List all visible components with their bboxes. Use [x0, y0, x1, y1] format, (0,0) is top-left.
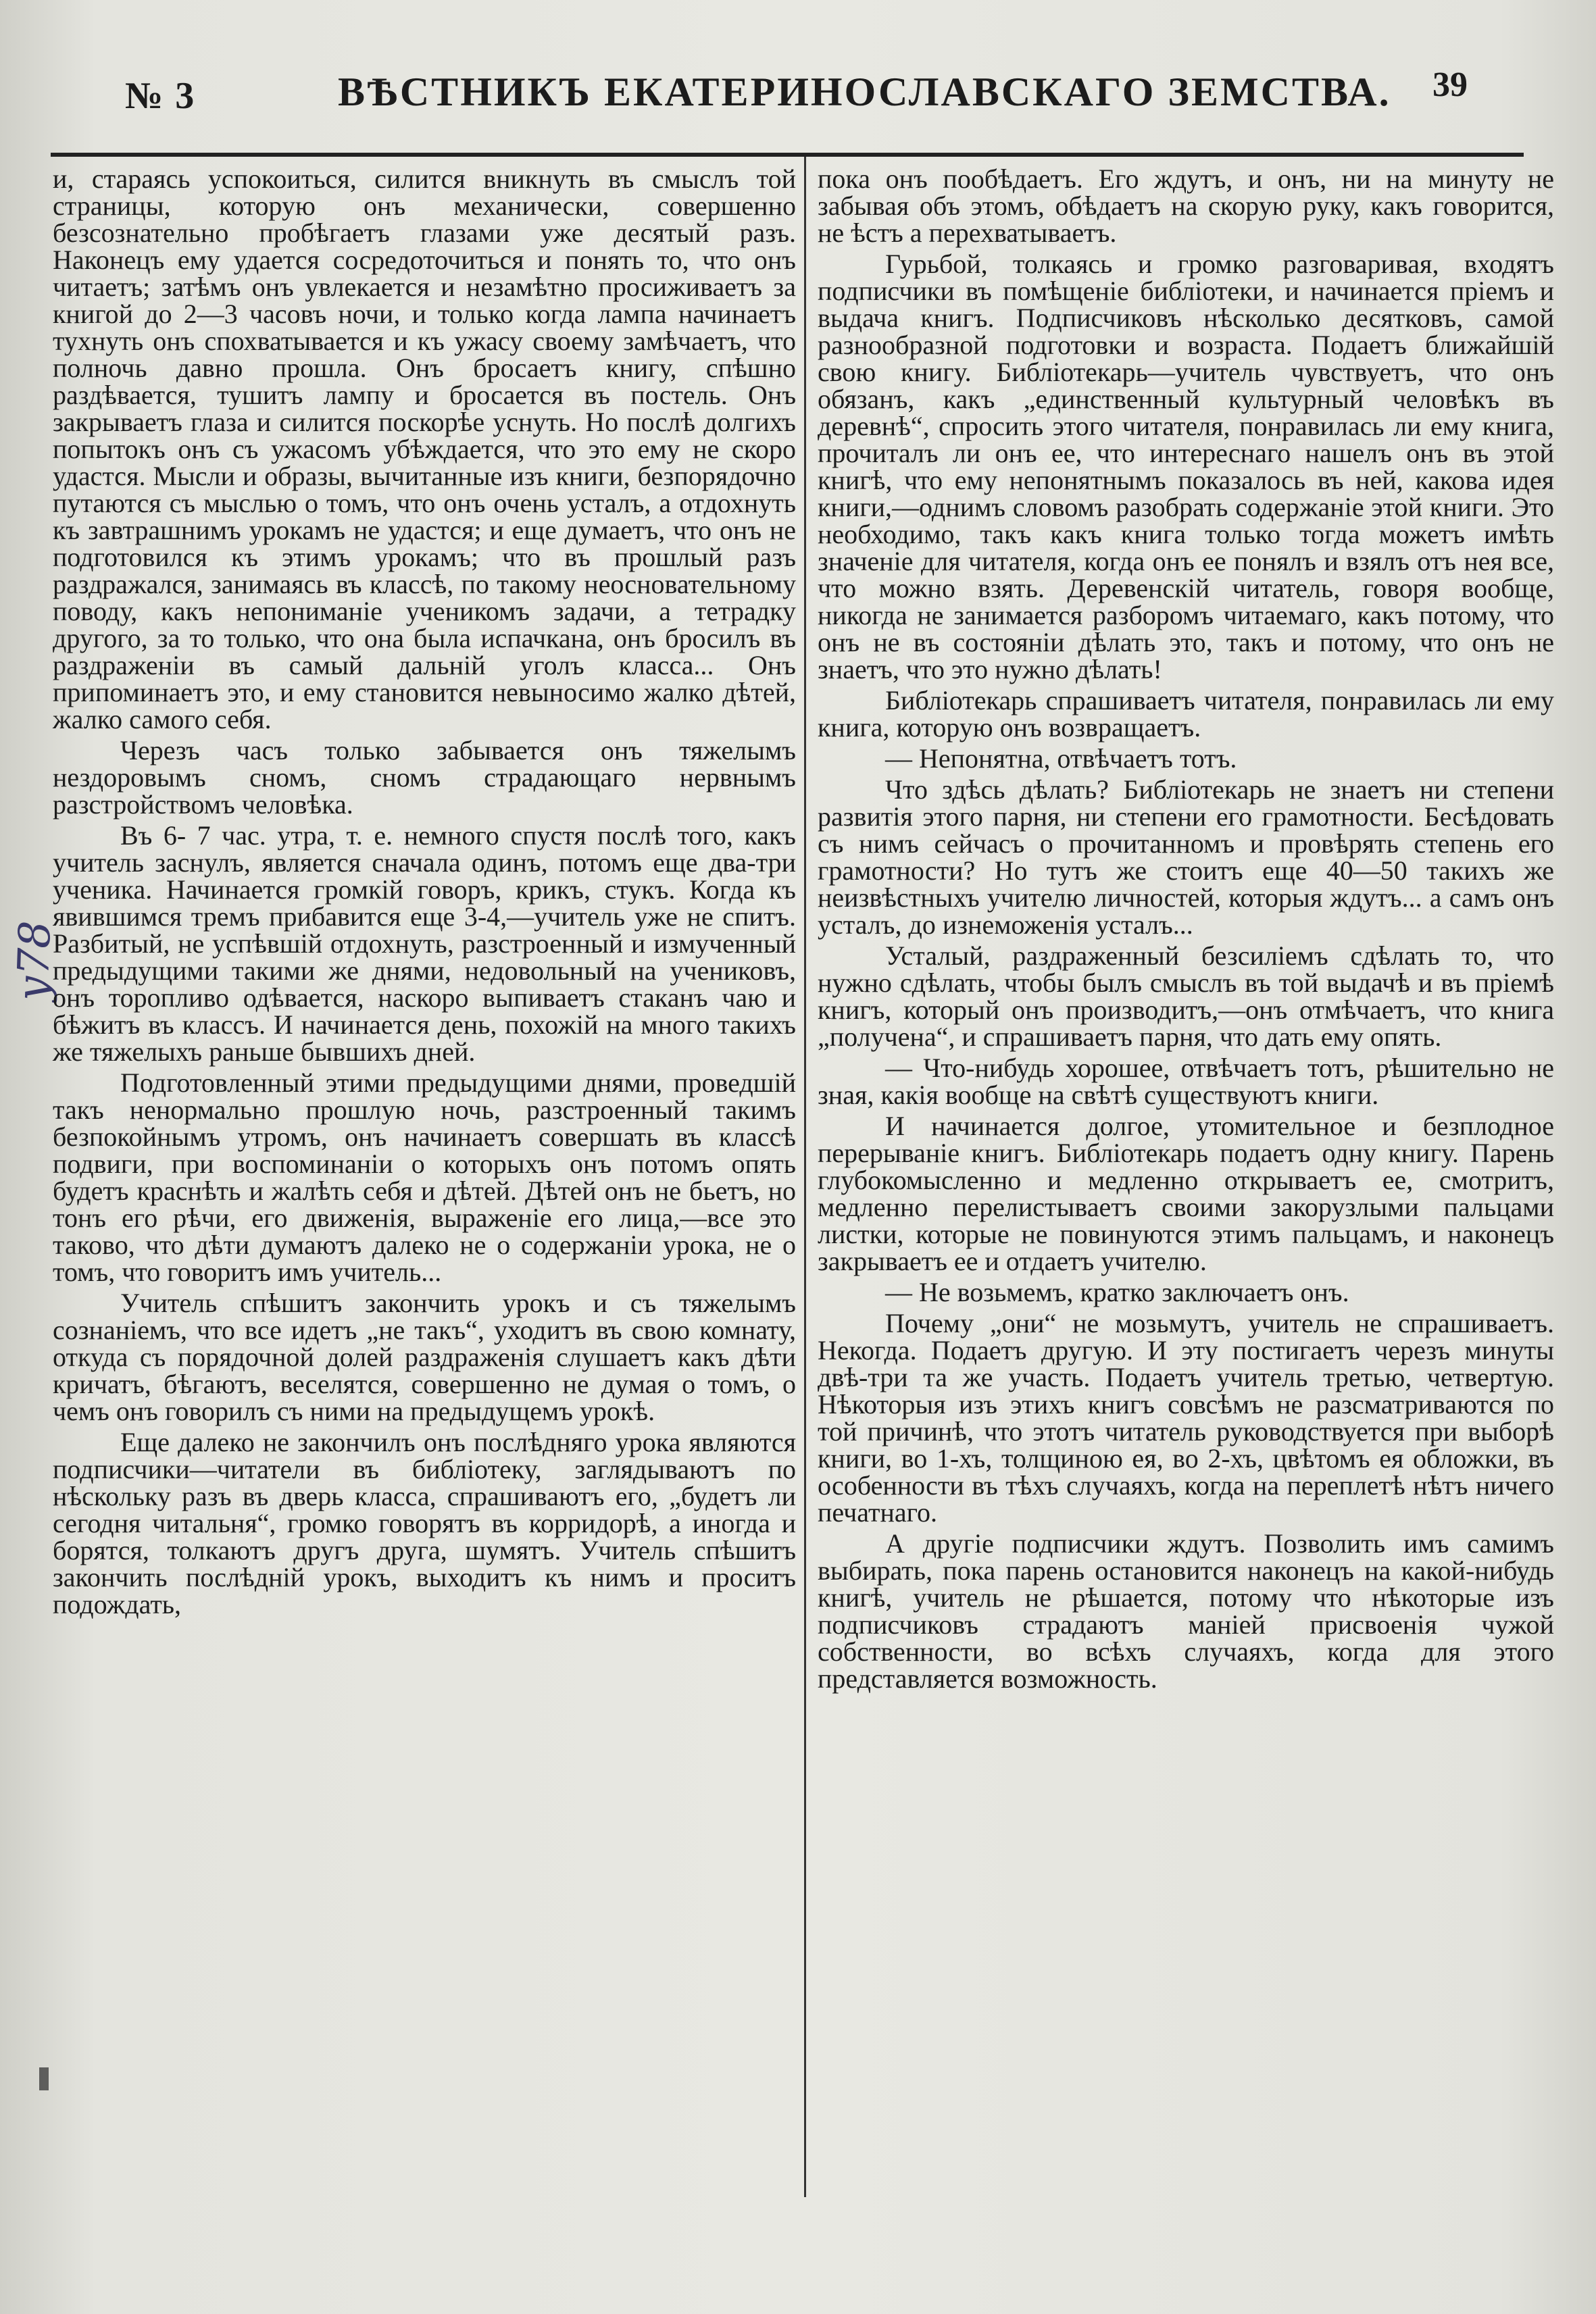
binding-mark — [39, 2067, 49, 2090]
paragraph: Библіотекарь спрашиваетъ читателя, понравилась ли ему книга, которую онъ возвращаетъ. — [818, 685, 1554, 743]
paragraph: Еще далеко не закончилъ онъ послѣдняго урока являются подписчики—читатели въ библіотеку, заглядываютъ по нѣскольку разъ въ дверь класса, спрашиваютъ его, „будетъ ли сегодня читальня“, громко говорятъ въ корридорѣ, а иногда и борятся, толкаютъ другъ друга, шумятъ. Учитель спѣшитъ закончить послѣдній урокъ, выходитъ къ нимъ и проситъ подождать, — [53, 1427, 796, 1619]
page-header — [108, 61, 1520, 115]
paragraph: Подготовленный этими предыдущими днями, проведшій такъ ненормально прошлую ночь, разстроенный такимъ безпокойнымъ утромъ, онъ начинаетъ совершать въ классѣ подвиги, при воспоминаніи о которыхъ онъ потомъ опять будетъ краснѣть и жалѣть себя и дѣтей. Дѣтей онъ не бьетъ, но тонъ его рѣчи, его движенія, выраженіе его лица,—все это таково, что дѣти думаютъ далеко не о содержаніи урока, не о томъ, что говоритъ имъ учитель... — [53, 1067, 796, 1287]
paragraph: — Что-нибудь хорошее, отвѣчаетъ тотъ, рѣшительно не зная, какія вообще на свѣтѣ существуютъ книги. — [818, 1053, 1554, 1110]
paragraph: и, стараясь успокоиться, силится вникнуть въ смыслъ той страницы, которую онъ механически, совершенно безсознательно пробѣгаетъ глазами уже десятый разъ. Наконецъ ему удается сосредоточиться и понять то, что онъ читаетъ; затѣмъ онъ увлекается и незамѣтно просиживаетъ за книгой до 2—3 часовъ ночи, и только когда лампа начинаетъ тухнуть онъ спохватывается и къ ужасу своему замѣчаетъ, что полночь давно прошла. Онъ бросаетъ книгу, спѣшно раздѣвается, тушитъ лампу и бросается въ постель. Онъ закрываетъ глаза и силится поскорѣе уснуть. Но послѣ долгихъ попытокъ онъ съ ужасомъ убѣждается, что это ему не скоро удастся. Мысли и образы, вычитанные изъ книги, безпорядочно путаются съ мыслью о томъ, что онъ очень усталъ, а отдохнуть къ завтрашнимъ урокамъ не удастся; и еще думаетъ, что онъ не подготовился къ этимъ урокамъ; что въ прошлый разъ раздражался, занимаясь въ классѣ, по такому неосновательному поводу, какъ непониманіе ученикомъ задачи, а тетрадку другого, за то только, что она была испачкана, онъ бросилъ въ раздраженіи въ самый дальній уголъ класса... Онъ припоминаетъ это, и ему становится невыносимо жалко дѣтей, жалко самого себя. — [53, 164, 796, 734]
paragraph: — Непонятна, отвѣчаетъ тотъ. — [885, 743, 1237, 774]
paragraph: Усталый, раздраженный безсиліемъ сдѣлать то, что нужно сдѣлать, чтобы былъ смыслъ въ той выдачѣ и въ пріемѣ книгъ, который онъ производитъ,—онъ отмѣчаетъ, что книга „получена“, и спрашиваетъ парня, что дать ему опять. — [818, 940, 1554, 1052]
header-rule — [51, 153, 1524, 157]
page-number: 39 — [1432, 66, 1468, 104]
right-column — [818, 166, 1554, 1696]
handwritten-margin-note: у78 — [8, 920, 61, 1002]
paragraph: Черезъ часъ только забывается онъ тяжелымъ нездоровымъ сномъ, сномъ страдающаго нервнымъ разстройствомъ человѣка. — [53, 735, 796, 820]
paragraph: Почему „они“ не мозьмутъ, учитель не спрашиваетъ. Некогда. Подаетъ другую. И эту постигаетъ черезъ минуты двѣ-три та же участь. Подаетъ учитель третью, четвертую. Нѣкоторыя изъ этихъ книгъ совсѣмъ не разсматриваются по той причинѣ, что этотъ читатель руководствуется при выборѣ книги, во 1-хъ, толщиною ея, во 2-хъ, цвѣтомъ ея обложки, въ особенности въ тѣхъ случаяхъ, когда на переплетѣ нѣтъ ничего печатнаго. — [818, 1308, 1554, 1528]
paragraph: И начинается долгое, утомительное и безплодное перерываніе книгъ. Библіотекарь подаетъ одну книгу. Парень глубокомысленно и медленно открываетъ ее, смотритъ, медленно перелистываетъ своими закорузлыми пальцами листки, которые не повинуются этимъ пальцамъ, и наконецъ закрываетъ ее и отдаетъ учителю. — [818, 1111, 1554, 1276]
paragraph: — Не возьмемъ, кратко заключаетъ онъ. — [885, 1277, 1349, 1307]
issue-number: № 3 — [125, 75, 196, 117]
paragraph: А другіе подписчики ждутъ. Позволить имъ самимъ выбирать, пока парень остановится наконецъ на какой-нибудь книгѣ, учитель не рѣшается, потому что нѣкоторые изъ подписчиковъ страдаютъ маніей присвоенія чужой собственности, во всѣхъ случаяхъ, когда для этого представляется возможность. — [818, 1528, 1554, 1694]
paragraph: Гурьбой, толкаясь и громко разговаривая, входятъ подписчики въ помѣщеніе библіотеки, и начинается пріемъ и выдача книгъ. Подписчиковъ нѣсколько десятковъ, самой разнообразной подготовки и возраста. Подаетъ ближайшій свою книгу. Библіотекарь—учитель чувствуетъ, что онъ обязанъ, какъ „единственный культурный человѣкъ въ деревнѣ“, спросить этого читателя, понравилась ли ему книга, прочиталъ ли онъ ее, что интереснаго нашелъ онъ въ этой книгѣ, что ему непонятнымъ показалось въ ней, какова идея книги,—однимъ словомъ разобрать содержаніе этой книги. Это необходимо, такъ какъ книга только тогда можетъ имѣть значеніе для читателя, когда онъ ее понялъ и взялъ отъ нея все, что можно взять. Деревенскій читатель, говоря вообще, никогда не занимается разборомъ читаемаго, какъ потому, что онъ не въ состояніи дѣлать это, такъ и потому, что онъ не знаетъ, что это нужно дѣлать! — [818, 249, 1554, 684]
left-column — [53, 166, 796, 1622]
paragraph: Что здѣсь дѣлать? Библіотекарь не знаетъ ни степени развитія этого парня, ни степени его грамотности. Бесѣдовать съ нимъ сейчасъ о прочитанномъ и провѣрять степень его грамотности? Но тутъ же стоитъ еще 40—50 такихъ же неизвѣстныхъ учителю личностей, которыя ждутъ... а самъ онъ усталъ, до изнеможенія усталъ... — [818, 774, 1554, 940]
column-divider — [804, 157, 806, 2197]
paragraph: пока онъ пообѣдаетъ. Его ждутъ, и онъ, ни на минуту не забывая объ этомъ, обѣдаетъ на скорую руку, какъ говорится, не ѣстъ а перехватываетъ. — [818, 164, 1554, 248]
paragraph: Въ 6- 7 час. утра, т. е. немного спустя послѣ того, какъ учитель заснулъ, является сначала одинъ, потомъ еще два-три ученика. Начинается громкій говоръ, крикъ, стукъ. Когда къ явившимся тремъ прибавится еще 3-4,—учитель уже не спитъ. Разбитый, не успѣвшій отдохнуть, разстроенный и измученный предыдущими такими же днями, недовольный на учениковъ, онъ торопливо одѣвается, наскоро выпиваетъ стаканъ чаю и бѣжитъ въ классъ. И начинается день, похожій на много такихъ же тяжелыхъ раньше бывшихъ дней. — [53, 820, 796, 1067]
journal-title: ВѢСТНИКЪ ЕКАТЕРИНОСЛАВСКАГО ЗЕМСТВА. — [338, 70, 1391, 114]
paragraph: Учитель спѣшитъ закончить урокъ и съ тяжелымъ сознаніемъ, что все идетъ „не такъ“, уходитъ въ свою комнату, откуда съ порядочной долей раздраженія слушаетъ какъ дѣти кричатъ, бѣгаютъ, веселятся, совершенно не думая о томъ, о чемъ онъ говорилъ съ ними на предыдущемъ урокѣ. — [53, 1288, 796, 1426]
